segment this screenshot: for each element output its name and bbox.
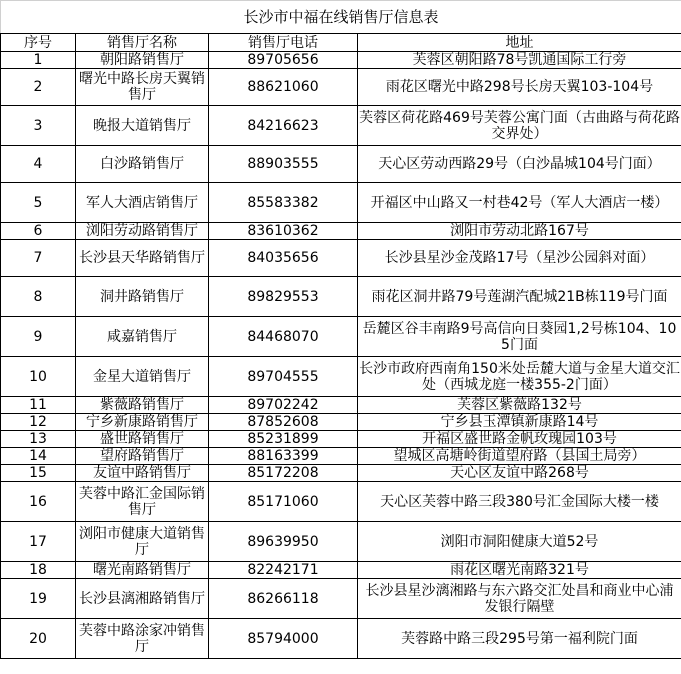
cell-no[interactable]: 13 (1, 431, 76, 448)
cell-phone[interactable]: 85794000 (209, 619, 358, 659)
cell-no[interactable]: 6 (1, 223, 76, 240)
cell-phone[interactable]: 85171060 (209, 482, 358, 522)
cell-phone[interactable]: 88163399 (209, 448, 358, 465)
cell-address[interactable]: 芙蓉区荷花路469号芙蓉公寓门面（古曲路与荷花路交界处） (358, 106, 681, 146)
cell-phone[interactable]: 85231899 (209, 431, 358, 448)
cell-name[interactable]: 洞井路销售厅 (76, 277, 209, 317)
cell-address[interactable]: 芙蓉区紫薇路132号 (358, 397, 681, 414)
header-no[interactable]: 序号 (1, 34, 76, 52)
cell-no[interactable]: 11 (1, 397, 76, 414)
cell-phone[interactable]: 89704555 (209, 357, 358, 397)
cell-no[interactable]: 14 (1, 448, 76, 465)
table-row (1, 317, 681, 357)
cell-phone[interactable]: 87852608 (209, 414, 358, 431)
table-row (1, 448, 681, 465)
cell-no[interactable]: 8 (1, 277, 76, 317)
cell-no[interactable]: 9 (1, 317, 76, 357)
cell-phone[interactable]: 86266118 (209, 579, 358, 619)
header-phone[interactable]: 销售厅电话 (209, 34, 358, 52)
cell-name[interactable]: 浏阳劳动路销售厅 (76, 223, 209, 240)
table-row (1, 414, 681, 431)
cell-name[interactable]: 浏阳市健康大道销售厅 (76, 522, 209, 562)
header-address[interactable]: 地址 (358, 34, 681, 52)
cell-address[interactable]: 长沙市政府西南角150米处岳麓大道与金星大道交汇处（西城龙庭一楼355-2门面） (358, 357, 681, 397)
cell-no[interactable]: 5 (1, 183, 76, 223)
cell-no[interactable]: 3 (1, 106, 76, 146)
table-row (1, 69, 681, 106)
table-row (1, 619, 681, 659)
cell-no[interactable]: 1 (1, 52, 76, 69)
header-name[interactable]: 销售厅名称 (76, 34, 209, 52)
cell-address[interactable]: 天心区芙蓉中路三段380号汇金国际大楼一楼 (358, 482, 681, 522)
cell-address[interactable]: 长沙县星沙金茂路17号（星沙公园斜对面） (358, 240, 681, 277)
table-row (1, 146, 681, 183)
table-row (1, 357, 681, 397)
cell-no[interactable]: 20 (1, 619, 76, 659)
cell-name[interactable]: 芙蓉中路涂家冲销售厅 (76, 619, 209, 659)
cell-name[interactable]: 紫薇路销售厅 (76, 397, 209, 414)
table-row (1, 223, 681, 240)
cell-no[interactable]: 16 (1, 482, 76, 522)
cell-phone[interactable]: 84216623 (209, 106, 358, 146)
cell-name[interactable]: 长沙县漓湘路销售厅 (76, 579, 209, 619)
cell-address[interactable]: 雨花区曙光中路298号长房天翼103-104号 (358, 69, 681, 106)
table-row (1, 240, 681, 277)
cell-no[interactable]: 10 (1, 357, 76, 397)
cell-no[interactable]: 4 (1, 146, 76, 183)
cell-no[interactable]: 17 (1, 522, 76, 562)
cell-no[interactable]: 12 (1, 414, 76, 431)
cell-phone[interactable]: 85172208 (209, 465, 358, 482)
cell-no[interactable]: 2 (1, 69, 76, 106)
table-row (1, 183, 681, 223)
cell-phone[interactable]: 82242171 (209, 562, 358, 579)
cell-address[interactable]: 宁乡县玉潭镇新康路14号 (358, 414, 681, 431)
cell-phone[interactable]: 89702242 (209, 397, 358, 414)
title-row (1, 1, 681, 34)
cell-no[interactable]: 7 (1, 240, 76, 277)
header-row (1, 34, 681, 52)
cell-address[interactable]: 雨花区洞井路79号莲湖汽配城21B栋119号门面 (358, 277, 681, 317)
table-title[interactable]: 长沙市中福在线销售厅信息表 (1, 1, 681, 34)
cell-phone[interactable]: 83610362 (209, 223, 358, 240)
cell-address[interactable]: 开福区盛世路金帆玫瑰园103号 (358, 431, 681, 448)
cell-name[interactable]: 友谊中路销售厅 (76, 465, 209, 482)
cell-name[interactable]: 芙蓉中路汇金国际销售厅 (76, 482, 209, 522)
cell-name[interactable]: 宁乡新康路销售厅 (76, 414, 209, 431)
table-row (1, 562, 681, 579)
cell-address[interactable]: 芙蓉路中路三段295号第一福利院门面 (358, 619, 681, 659)
cell-phone[interactable]: 89705656 (209, 52, 358, 69)
cell-address[interactable]: 芙蓉区朝阳路78号凯通国际工行旁 (358, 52, 681, 69)
cell-address[interactable]: 浏阳市洞阳健康大道52号 (358, 522, 681, 562)
cell-name[interactable]: 晚报大道销售厅 (76, 106, 209, 146)
cell-name[interactable]: 白沙路销售厅 (76, 146, 209, 183)
cell-name[interactable]: 军人大酒店销售厅 (76, 183, 209, 223)
cell-name[interactable]: 盛世路销售厅 (76, 431, 209, 448)
cell-address[interactable]: 开福区中山路又一村巷42号（军人大酒店一楼） (358, 183, 681, 223)
cell-address[interactable]: 天心区友谊中路268号 (358, 465, 681, 482)
cell-phone[interactable]: 89639950 (209, 522, 358, 562)
table-row (1, 465, 681, 482)
cell-no[interactable]: 19 (1, 579, 76, 619)
cell-name[interactable]: 曙光南路销售厅 (76, 562, 209, 579)
table-row (1, 431, 681, 448)
cell-address[interactable]: 岳麓区谷丰南路9号高信向日葵园1,2号栋104、105门面 (358, 317, 681, 357)
cell-name[interactable]: 曙光中路长房天翼销售厅 (76, 69, 209, 106)
cell-address[interactable]: 长沙县星沙漓湘路与东六路交汇处昌和商业中心浦发银行隔壁 (358, 579, 681, 619)
cell-address[interactable]: 雨花区曙光南路321号 (358, 562, 681, 579)
cell-phone[interactable]: 88621060 (209, 69, 358, 106)
table-row (1, 52, 681, 69)
cell-no[interactable]: 15 (1, 465, 76, 482)
cell-address[interactable]: 望城区高塘岭街道望府路（县国土局旁） (358, 448, 681, 465)
cell-name[interactable]: 朝阳路销售厅 (76, 52, 209, 69)
cell-phone[interactable]: 88903555 (209, 146, 358, 183)
cell-phone[interactable]: 85583382 (209, 183, 358, 223)
cell-name[interactable]: 咸嘉销售厅 (76, 317, 209, 357)
cell-phone[interactable]: 84468070 (209, 317, 358, 357)
table-row (1, 397, 681, 414)
cell-name[interactable]: 望府路销售厅 (76, 448, 209, 465)
cell-address[interactable]: 浏阳市劳动北路167号 (358, 223, 681, 240)
table-row (1, 277, 681, 317)
cell-phone[interactable]: 89829553 (209, 277, 358, 317)
cell-address[interactable]: 天心区劳动西路29号（白沙晶城104号门面） (358, 146, 681, 183)
cell-name[interactable]: 金星大道销售厅 (76, 357, 209, 397)
cell-no[interactable]: 18 (1, 562, 76, 579)
table-row (1, 579, 681, 619)
table-row (1, 482, 681, 522)
cell-name[interactable]: 长沙县天华路销售厅 (76, 240, 209, 277)
cell-phone[interactable]: 84035656 (209, 240, 358, 277)
table-row (1, 106, 681, 146)
table-row (1, 522, 681, 562)
